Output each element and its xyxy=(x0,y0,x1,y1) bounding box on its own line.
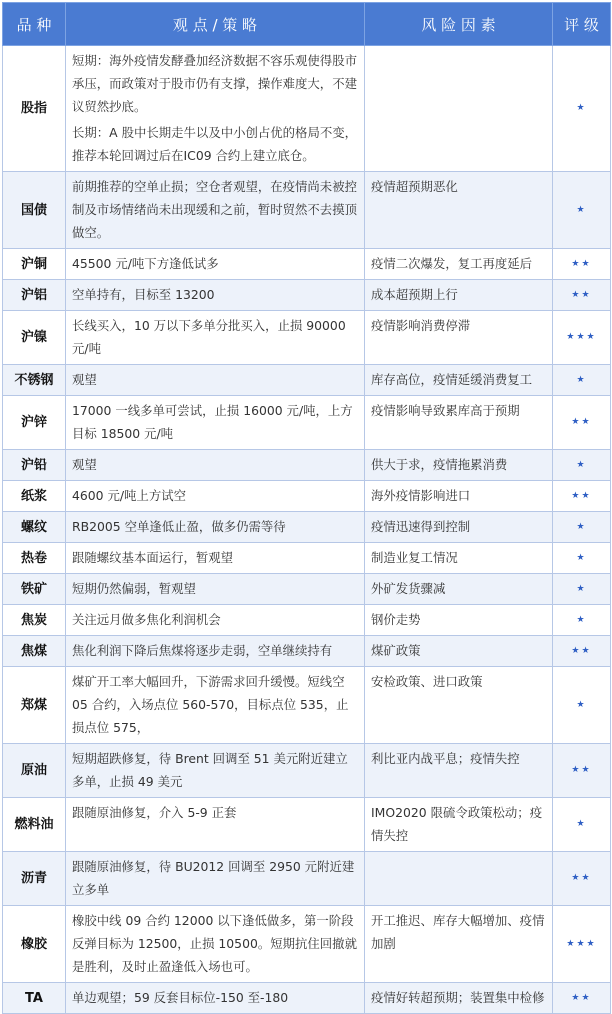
risk-cell: 成本超预期上行 xyxy=(365,280,553,311)
risk-cell: 疫情影响消费停滞 xyxy=(365,311,553,365)
strategy-cell xyxy=(66,667,365,744)
table-row xyxy=(3,744,611,798)
strategy-cell xyxy=(66,365,365,396)
rating-stars: ★★ xyxy=(553,852,611,906)
risk-cell: 疫情好转超预期；装置集中检修 xyxy=(365,983,553,1014)
table-row xyxy=(3,46,611,172)
table-body xyxy=(3,46,611,1014)
rating-stars: ★★★ xyxy=(553,906,611,983)
rating-stars: ★ xyxy=(553,365,611,396)
table-row xyxy=(3,983,611,1014)
strategy-text: 单边观望；59 反套目标位-150 至-180 xyxy=(72,990,289,1005)
strategy-cell xyxy=(66,172,365,249)
strategy-text: 短期超跌修复，待 Brent 回调至 51 美元附近建立多单，止损 49 美元 xyxy=(72,751,348,789)
strategy-cell xyxy=(66,983,365,1014)
risk-cell: 供大于求，疫情拖累消费 xyxy=(365,450,553,481)
table-row xyxy=(3,852,611,906)
variety-cell: 原油 xyxy=(3,744,66,798)
table-row xyxy=(3,512,611,543)
variety-cell: 焦煤 xyxy=(3,636,66,667)
rating-stars: ★★ xyxy=(553,983,611,1014)
rating-stars: ★ xyxy=(553,450,611,481)
table-row xyxy=(3,481,611,512)
risk-cell: 海外疫情影响进口 xyxy=(365,481,553,512)
strategy-cell xyxy=(66,798,365,852)
variety-cell: 股指 xyxy=(3,46,66,172)
variety-cell: 燃料油 xyxy=(3,798,66,852)
strategy-cell xyxy=(66,396,365,450)
strategy-text: 长线买入，10 万以下多单分批买入，止损 90000 元/吨 xyxy=(72,318,346,356)
variety-cell: 沪铝 xyxy=(3,280,66,311)
rating-stars: ★ xyxy=(553,667,611,744)
table-row xyxy=(3,280,611,311)
strategy-text: 焦化利润下降后焦煤将逐步走弱，空单继续持有 xyxy=(72,643,333,658)
rating-stars: ★★★ xyxy=(553,311,611,365)
header-strategy: 观 点 / 策 略 xyxy=(66,3,365,46)
strategy-cell xyxy=(66,543,365,574)
strategy-text: 空单持有，目标至 13200 xyxy=(72,287,215,302)
strategy-cell xyxy=(66,311,365,365)
risk-cell: IMO2020 限硫令政策松动；疫情失控 xyxy=(365,798,553,852)
rating-stars: ★★ xyxy=(553,396,611,450)
table-header-row xyxy=(3,3,611,46)
table-row xyxy=(3,798,611,852)
table-row xyxy=(3,311,611,365)
rating-stars: ★★ xyxy=(553,636,611,667)
table-row xyxy=(3,605,611,636)
header-rating: 评 级 xyxy=(553,3,611,46)
variety-cell: 沪铅 xyxy=(3,450,66,481)
rating-stars: ★ xyxy=(553,605,611,636)
risk-cell: 疫情二次爆发，复工再度延后 xyxy=(365,249,553,280)
strategy-cell xyxy=(66,249,365,280)
strategy-cell xyxy=(66,744,365,798)
risk-cell: 开工推迟、库存大幅增加、疫情加剧 xyxy=(365,906,553,983)
variety-cell: 纸浆 xyxy=(3,481,66,512)
variety-cell: 橡胶 xyxy=(3,906,66,983)
strategy-cell xyxy=(66,906,365,983)
variety-cell: 热卷 xyxy=(3,543,66,574)
variety-cell: 焦炭 xyxy=(3,605,66,636)
table-row xyxy=(3,636,611,667)
risk-cell: 库存高位，疫情延缓消费复工 xyxy=(365,365,553,396)
risk-cell: 煤矿政策 xyxy=(365,636,553,667)
strategy-cell xyxy=(66,450,365,481)
variety-cell: 不锈钢 xyxy=(3,365,66,396)
rating-stars: ★ xyxy=(553,798,611,852)
variety-cell: 沪铜 xyxy=(3,249,66,280)
rating-stars: ★ xyxy=(553,574,611,605)
strategy-cell xyxy=(66,636,365,667)
variety-cell: 沥青 xyxy=(3,852,66,906)
risk-cell: 利比亚内战平息；疫情失控 xyxy=(365,744,553,798)
variety-cell: 铁矿 xyxy=(3,574,66,605)
table-row xyxy=(3,450,611,481)
rating-stars: ★ xyxy=(553,172,611,249)
variety-cell: 沪锌 xyxy=(3,396,66,450)
variety-cell: 沪镍 xyxy=(3,311,66,365)
strategy-text: 观望 xyxy=(72,372,97,387)
strategy-text: 跟随螺纹基本面运行，暂观望 xyxy=(72,550,234,565)
strategy-text: RB2005 空单逢低止盈，做多仍需等待 xyxy=(72,519,286,534)
table-row xyxy=(3,396,611,450)
strategy-text: 观望 xyxy=(72,457,97,472)
risk-cell: 疫情影响导致累库高于预期 xyxy=(365,396,553,450)
strategy-text: 4600 元/吨上方试空 xyxy=(72,488,186,503)
variety-cell: 螺纹 xyxy=(3,512,66,543)
strategy-text: 橡胶中线 09 合约 12000 以下逢低做多，第一阶段反弹目标为 12500，止损 10500。短期抗住回撤就是胜利，及时止盈逢低入场也可。 xyxy=(72,913,357,974)
strategy-cell xyxy=(66,852,365,906)
table-row xyxy=(3,667,611,744)
table-row xyxy=(3,365,611,396)
strategy-cell xyxy=(66,512,365,543)
strategy-text: 长期：A 股中长期走牛以及中小创占优的格局不变，推荐本轮回调过后在IC09 合约上建立底仓。 xyxy=(72,125,358,163)
risk-cell xyxy=(365,46,553,172)
strategy-text: 短期仍然偏弱，暂观望 xyxy=(72,581,196,596)
strategy-text: 45500 元/吨下方逢低试多 xyxy=(72,256,219,271)
rating-stars: ★★ xyxy=(553,249,611,280)
strategy-text: 跟随原油修复，待 BU2012 回调至 2950 元附近建立多单 xyxy=(72,859,355,897)
strategy-text: 跟随原油修复，介入 5-9 正套 xyxy=(72,805,237,820)
strategy-text: 前期推荐的空单止损；空仓者观望，在疫情尚未被控制及市场情绪尚未出现缓和之前，暂时贸然不去摸顶做空。 xyxy=(72,179,357,240)
rating-stars: ★ xyxy=(553,543,611,574)
variety-cell: 郑煤 xyxy=(3,667,66,744)
strategy-cell xyxy=(66,574,365,605)
strategy-text: 短期：海外疫情发酵叠加经济数据不容乐观使得股市承压，而政策对于股市仍有支撑，操作难度大，不建议贸然抄底。 xyxy=(72,53,357,114)
table-row xyxy=(3,574,611,605)
strategy-text: 17000 一线多单可尝试，止损 16000 元/吨，上方目标 18500 元/吨 xyxy=(72,403,353,441)
table-row xyxy=(3,249,611,280)
rating-stars: ★ xyxy=(553,512,611,543)
table-row xyxy=(3,906,611,983)
variety-cell: TA xyxy=(3,983,66,1014)
risk-cell: 疫情迅速得到控制 xyxy=(365,512,553,543)
strategy-cell xyxy=(66,481,365,512)
rating-stars: ★★ xyxy=(553,481,611,512)
strategy-cell xyxy=(66,605,365,636)
table-row xyxy=(3,543,611,574)
risk-cell: 钢价走势 xyxy=(365,605,553,636)
strategy-table xyxy=(2,2,611,1014)
rating-stars: ★★ xyxy=(553,744,611,798)
risk-cell: 疫情超预期恶化 xyxy=(365,172,553,249)
header-risk: 风 险 因 素 xyxy=(365,3,553,46)
risk-cell: 外矿发货骤减 xyxy=(365,574,553,605)
strategy-text: 煤矿开工率大幅回升，下游需求回升缓慢。短线空 05 合约，入场点位 560-570，目标点位 535，止损点位 575， xyxy=(72,674,349,735)
strategy-text: 关注远月做多焦化利润机会 xyxy=(72,612,221,627)
strategy-cell xyxy=(66,46,365,172)
rating-stars: ★ xyxy=(553,46,611,172)
header-variety: 品 种 xyxy=(3,3,66,46)
rating-stars: ★★ xyxy=(553,280,611,311)
table-row xyxy=(3,172,611,249)
variety-cell: 国债 xyxy=(3,172,66,249)
risk-cell: 制造业复工情况 xyxy=(365,543,553,574)
risk-cell: 安检政策、进口政策 xyxy=(365,667,553,744)
risk-cell xyxy=(365,852,553,906)
strategy-cell xyxy=(66,280,365,311)
